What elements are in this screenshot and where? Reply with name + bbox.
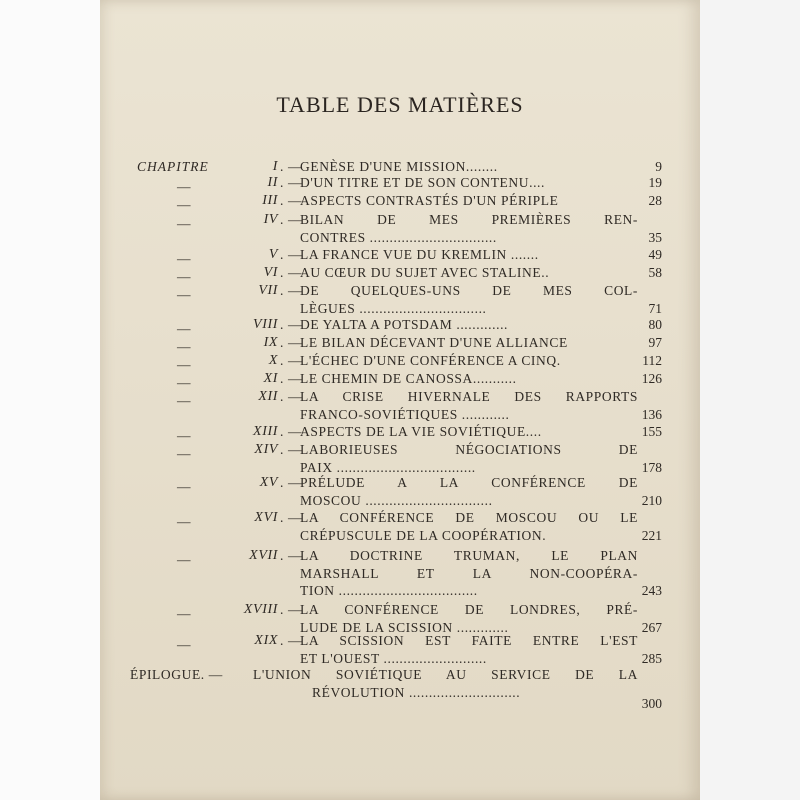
chapter-title-line: L'ÉCHEC D'UNE CONFÉRENCE A CINQ. <box>300 353 561 368</box>
chapter-title-line: DE QUELQUES-UNS DE MES COL- <box>300 283 638 298</box>
page-number: 97 <box>648 335 662 350</box>
chapter-number: X <box>268 353 278 368</box>
chapter-number: XVIII <box>243 602 278 617</box>
chapter-separator: . — <box>280 548 303 563</box>
page-number: 300 <box>641 695 662 711</box>
page-number: 267 <box>641 619 662 635</box>
chapter-number: XIV <box>254 442 278 457</box>
chapter-separator: . — <box>280 317 303 332</box>
chapter-title-line: D'UN TITRE ET DE SON CONTENU.... <box>300 175 545 190</box>
chapter-title-line: LA SCISSION EST FAITE ENTRE L'EST <box>300 633 638 648</box>
chapter-number: III <box>262 193 278 208</box>
chapter-dash: — <box>177 606 192 621</box>
chapter-dash: — <box>177 357 192 372</box>
page-title: TABLE DES MATIÈRES <box>276 92 524 117</box>
chapter-dash: — <box>177 637 192 652</box>
chapter-separator: . — <box>280 283 303 298</box>
chapter-separator: . — <box>280 371 303 386</box>
chapter-dash: — <box>177 269 192 284</box>
page-number: 9 <box>655 159 662 174</box>
page-number: 80 <box>648 317 662 332</box>
chapter-title-line: ASPECTS DE LA VIE SOVIÉTIQUE.... <box>300 424 542 439</box>
chapter-number: VII <box>258 283 278 298</box>
chapter-title-line: BILAN DE MES PREMIÈRES REN- <box>300 212 638 227</box>
chapter-title-line: LE BILAN DÉCEVANT D'UNE ALLIANCE <box>300 335 568 350</box>
chapter-title-line: TION ................................... <box>300 583 478 598</box>
chapter-title-line: LA CONFÉRENCE DE MOSCOU OU LE <box>300 510 638 525</box>
chapter-title-line: PRÉLUDE A LA CONFÉRENCE DE <box>300 475 638 490</box>
chapter-number: XI <box>263 371 278 386</box>
chapter-dash: — <box>177 446 192 461</box>
chapter-title-line: LA CONFÉRENCE DE LONDRES, PRÉ- <box>300 602 638 617</box>
chapter-separator: . — <box>280 424 303 439</box>
chapitre-label: CHAPITRE <box>137 159 209 174</box>
chapter-separator: . — <box>280 510 303 525</box>
chapter-dash: — <box>177 287 192 302</box>
chapter-dash: — <box>177 375 192 390</box>
page-number: 221 <box>641 527 662 543</box>
chapter-number: VI <box>263 265 278 280</box>
page-number: 243 <box>641 583 662 598</box>
epilogue-label: ÉPILOGUE. — <box>130 667 223 682</box>
chapter-title-line: AU CŒUR DU SUJET AVEC STALINE.. <box>300 265 550 280</box>
page-number: 178 <box>641 459 662 475</box>
chapter-number: IX <box>263 335 278 350</box>
chapter-title-line: ET L'OUEST .......................... <box>300 650 487 666</box>
page-number: 155 <box>641 424 662 439</box>
chapter-dash: — <box>177 179 192 194</box>
chapter-separator: . — <box>280 389 303 404</box>
chapter-title-line: LABORIEUSES NÉGOCIATIONS DE <box>300 442 638 457</box>
page-number: 126 <box>641 371 662 386</box>
chapter-number: XIX <box>254 633 278 648</box>
chapter-number: V <box>268 247 278 262</box>
chapter-dash: — <box>177 321 192 336</box>
chapter-title-line: CONTRES ................................ <box>300 229 497 245</box>
chapter-title-line: CRÉPUSCULE DE LA COOPÉRATION. <box>300 527 547 543</box>
page-number: 19 <box>648 175 662 190</box>
chapter-separator: . — <box>280 475 303 490</box>
page-number: 112 <box>642 353 662 368</box>
chapter-title-line: LA FRANCE VUE DU KREMLIN ....... <box>300 247 539 262</box>
chapter-number: II <box>267 175 278 190</box>
page-number: 35 <box>648 229 662 245</box>
chapter-title-line: LUDE DE LA SCISSION ............. <box>300 619 509 635</box>
chapter-separator: . — <box>280 633 303 648</box>
chapter-dash: — <box>177 393 192 408</box>
chapter-separator: . — <box>280 193 303 208</box>
chapter-title-line: LÈGUES ................................ <box>300 300 487 316</box>
chapter-number: IV <box>263 212 278 227</box>
chapter-number: XII <box>258 389 278 404</box>
page-number: 210 <box>641 492 662 508</box>
page-number: 136 <box>641 406 662 422</box>
chapter-separator: . — <box>280 353 303 368</box>
chapter-title-line: LE CHEMIN DE CANOSSA........... <box>300 371 517 386</box>
page-number: 58 <box>648 265 662 280</box>
page-number: 285 <box>641 650 662 666</box>
chapter-title-line: PAIX ................................... <box>300 459 476 475</box>
chapter-dash: — <box>177 216 192 231</box>
chapter-separator: . — <box>280 247 303 262</box>
chapter-separator: . — <box>280 602 303 617</box>
chapter-number: VIII <box>253 317 278 332</box>
page-number: 49 <box>648 247 662 262</box>
chapter-separator: . — <box>280 175 303 190</box>
chapter-title-line: MARSHALL ET LA NON-COOPÉRA- <box>300 565 638 581</box>
chapter-title-line: LA CRISE HIVERNALE DES RAPPORTS <box>300 389 638 404</box>
chapter-separator: . — <box>280 159 303 174</box>
chapter-dash: — <box>177 197 192 212</box>
page-number: 71 <box>648 300 662 316</box>
chapter-separator: . — <box>280 335 303 350</box>
chapter-title-line: GENÈSE D'UNE MISSION........ <box>300 159 498 174</box>
chapter-number: XVII <box>249 548 278 563</box>
chapter-title-line: FRANCO-SOVIÉTIQUES ............ <box>300 406 510 422</box>
chapter-title-line: ASPECTS CONTRASTÉS D'UN PÉRIPLE <box>300 193 559 208</box>
chapter-dash: — <box>177 251 192 266</box>
chapter-dash: — <box>177 339 192 354</box>
epilogue-title-line: RÉVOLUTION ............................ <box>312 684 521 700</box>
chapter-title-line: LA DOCTRINE TRUMAN, LE PLAN <box>300 548 638 563</box>
chapter-title-line: DE YALTA A POTSDAM ............. <box>300 317 509 332</box>
chapter-separator: . — <box>280 212 303 227</box>
chapter-number: XV <box>259 475 278 490</box>
chapter-dash: — <box>177 552 192 567</box>
chapter-dash: — <box>177 428 192 443</box>
chapter-separator: . — <box>280 442 303 457</box>
chapter-dash: — <box>177 479 192 494</box>
page-number: 28 <box>648 193 662 208</box>
chapter-separator: . — <box>280 265 303 280</box>
chapter-number: I <box>272 159 278 174</box>
epilogue-title-line: L'UNION SOVIÉTIQUE AU SERVICE DE LA <box>253 667 638 682</box>
chapter-dash: — <box>177 514 192 529</box>
chapter-title-line: MOSCOU ................................ <box>300 492 493 508</box>
chapter-number: XIII <box>253 424 278 439</box>
chapter-number: XVI <box>254 510 278 525</box>
